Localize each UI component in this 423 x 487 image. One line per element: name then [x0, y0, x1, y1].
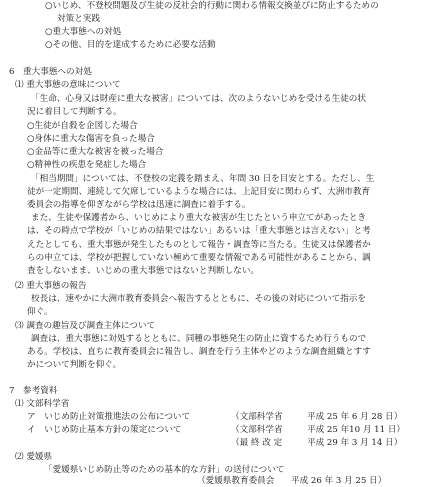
subsection-heading-3: ⑶ 調査の趣旨及び調査主体について	[15, 321, 156, 331]
paragraph-line: また、生徒や保護者から、いじめにより重大な被害が生じたという申立てがあったとき	[31, 213, 367, 223]
list-item-continuation	[57, 14, 100, 25]
reference-citation: （愛媛県教育委員会 平成 26 年 3 月 25 日）	[197, 476, 387, 486]
paragraph-line: 況に着目して判断する。	[27, 107, 122, 117]
paragraph-line: えたとしても、重大事態が発生したものとして報告・調査等に当たる。生徒又は保護者か	[27, 240, 371, 250]
reference-item-a: ア いじめ防止対策推進法の公布について	[27, 412, 191, 422]
list-item-serious-case	[45, 27, 121, 38]
list-item: ○精神性の疾患を発症した場合	[27, 160, 147, 170]
reference-citation: （最 終 改 定 平成 29 年 3 月 14 日）	[231, 438, 403, 448]
list-item-info-exchange	[45, 1, 379, 12]
list-item: ○身体に重大な傷害を負った場合	[27, 134, 155, 144]
list-item: ○金品等に重大な被害を被った場合	[27, 147, 164, 157]
reference-citation: （文部科学省 平成 25 年10 月 11 日）	[231, 425, 406, 435]
section-heading-7: 7 参考資料	[9, 386, 58, 396]
paragraph-line: 「生命、心身又は財産に重大な被害」については、次のようないじめを受ける生徒の状	[31, 94, 366, 104]
paragraph-line: 「相当期間」については、不登校の定義を踏まえ、年間 30 日を目安とする。ただし、生	[31, 174, 375, 184]
subsection-heading-2: ⑵ 重大事態の報告	[15, 281, 87, 291]
paragraph-line: 校長は、速やかに大洲市教育委員会へ報告するとともに、その後の対応について指示を	[31, 294, 366, 304]
reference-item-ehime: 「愛媛県いじめ防止等のための基本的な方針」の送付について	[44, 465, 285, 475]
text-line: ○その他、目的を達成するために必要な活動	[45, 40, 216, 50]
paragraph-line: 調査は、重大事態に対処するとともに、同種の事態発生の防止に資するため行うもので	[31, 334, 367, 344]
reference-item-i: イ いじめ防止基本方針の策定について	[27, 425, 182, 435]
text-line: 対策と実践	[57, 14, 100, 24]
subsection-heading-1: ⑴ 重大事態の意味について	[15, 80, 121, 90]
subsection-heading-ehime: ⑵ 愛媛県	[15, 452, 53, 462]
paragraph-line: ある。学校は、直ちに教育委員会に報告し、調査を行う主体やどのような調査組織とすす	[27, 347, 371, 357]
paragraph-line: かについて判断を仰ぐ。	[27, 360, 122, 370]
list-item-other-activities	[45, 40, 216, 51]
paragraph-line: 仰ぐ。	[27, 307, 53, 317]
paragraph-line: らの申立ては、学校が把握していない極めて重要な情報である可能性があることから、調	[27, 253, 371, 263]
section-heading-6: 6 重大事態への対処	[9, 67, 92, 77]
reference-citation: （文部科学省 平成 25 年 6 月 28 日）	[231, 412, 403, 422]
paragraph-line: 委員会の指導を仰ぎながら学校は迅速に調査に着手する。	[27, 200, 251, 210]
text-line: ○重大事態への対処	[45, 27, 122, 37]
list-item: ○生徒が自殺を企図した場合	[27, 121, 138, 131]
text-line: ○いじめ、不登校問題及び生徒の反社会的行動に関わる情報交換並びに防止するための	[45, 1, 379, 11]
paragraph-line: 徒が一定期間、連続して欠席しているような場合には、上記目安に関わらず、大洲市教育	[27, 187, 371, 197]
paragraph-line: 査をしないまま、いじめの重大事態ではないと判断しない。	[27, 266, 260, 276]
subsection-heading-mext: ⑴ 文部科学省	[15, 399, 70, 409]
paragraph-line: は、その時点で学校が「いじめの結果ではない」あるいは「重大事態とは言えない」と考	[27, 226, 371, 236]
